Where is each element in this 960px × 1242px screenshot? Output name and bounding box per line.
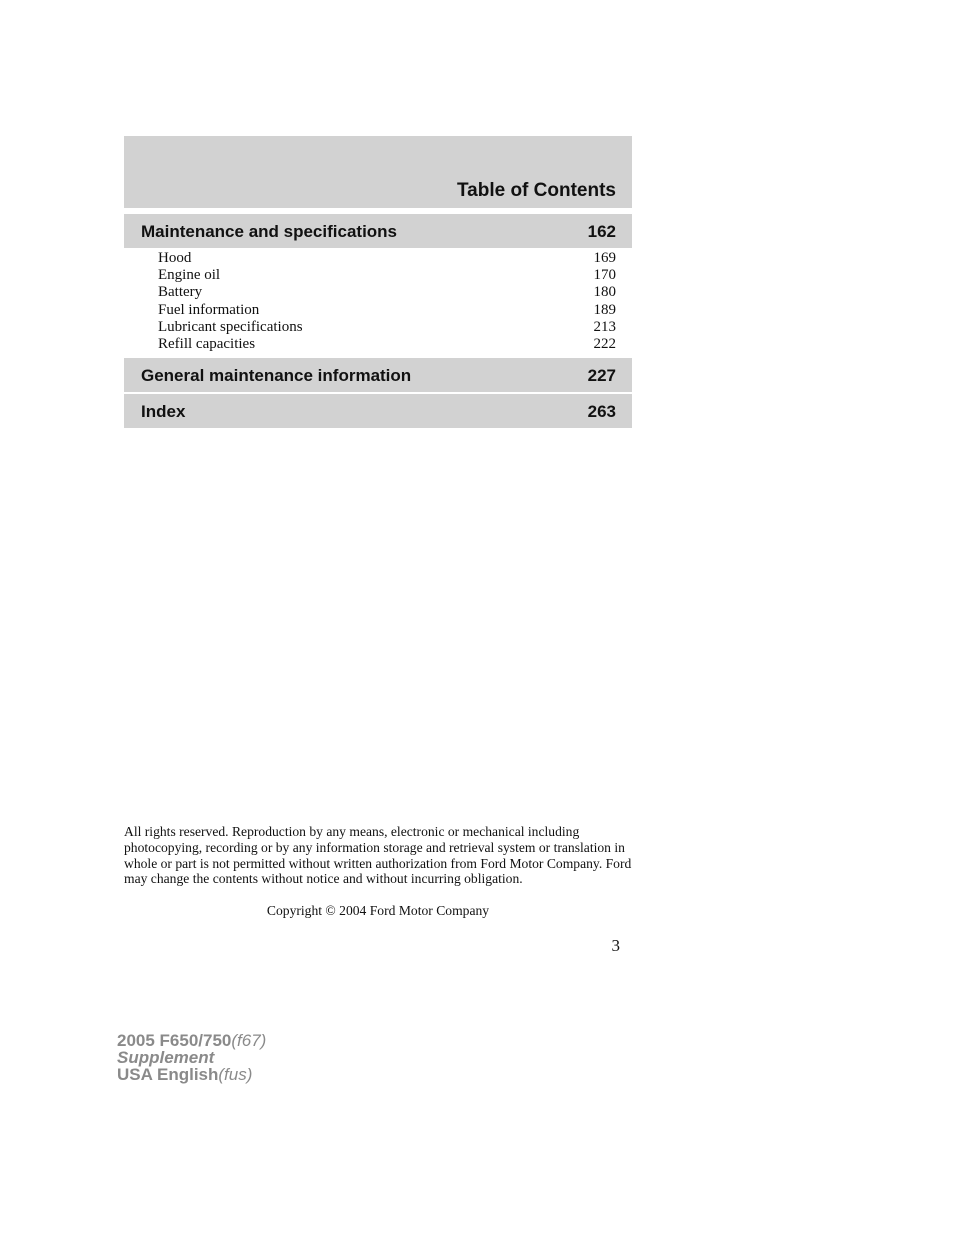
footer-doc-type: Supplement (117, 1048, 215, 1067)
toc-section-index[interactable] (124, 394, 632, 428)
section-title: Maintenance and specifications (141, 222, 398, 241)
item-page: 180 (593, 284, 616, 301)
item-page: 213 (593, 318, 616, 335)
toc-item-battery[interactable] (158, 284, 616, 301)
item-page: 222 (593, 335, 616, 352)
section-title: General maintenance information (141, 366, 412, 385)
footer-language: USA English (117, 1065, 219, 1084)
item-page: 170 (593, 267, 616, 284)
toc-item-lubricant-specifications[interactable] (158, 319, 616, 336)
footer-model-code: (f67) (231, 1031, 267, 1050)
toc-section-maintenance[interactable] (124, 214, 632, 248)
footer-edition (117, 1032, 266, 1083)
section-page: 162 (587, 222, 616, 241)
item-title: Refill capacities (158, 335, 256, 352)
rights-notice: All rights reserved. Reproduction by any means, electronic or mechanical including photocopying, recording or by any information storage and retrieval system or translation in whole or part is not permitted without written authorization from Ford Motor Company. Ford may change the contents without notice and without incurring obligation. (124, 824, 632, 887)
footer-model: 2005 F650/750 (117, 1031, 232, 1050)
section-page: 227 (587, 366, 616, 385)
item-title: Fuel information (158, 301, 260, 318)
toc-section-general-maintenance[interactable] (124, 358, 632, 392)
item-page: 189 (593, 301, 616, 318)
item-title: Lubricant specifications (158, 318, 303, 335)
page-number: 3 (611, 936, 620, 955)
header-band (124, 136, 632, 208)
item-title: Battery (158, 284, 203, 301)
section-title: Index (141, 402, 186, 421)
toc-item-engine-oil[interactable] (158, 267, 616, 284)
item-page: 169 (593, 250, 616, 266)
copyright-notice: Copyright © 2004 Ford Motor Company (266, 903, 490, 918)
toc-sublist (158, 250, 616, 353)
item-title: Engine oil (158, 267, 221, 284)
section-page: 263 (587, 402, 616, 421)
item-title: Hood (158, 250, 192, 266)
footer-language-code: (fus) (218, 1065, 253, 1084)
toc-item-refill-capacities[interactable] (158, 336, 616, 353)
toc-item-hood[interactable] (158, 250, 616, 267)
toc-item-fuel-information[interactable] (158, 302, 616, 319)
page-title: Table of Contents (456, 180, 616, 201)
